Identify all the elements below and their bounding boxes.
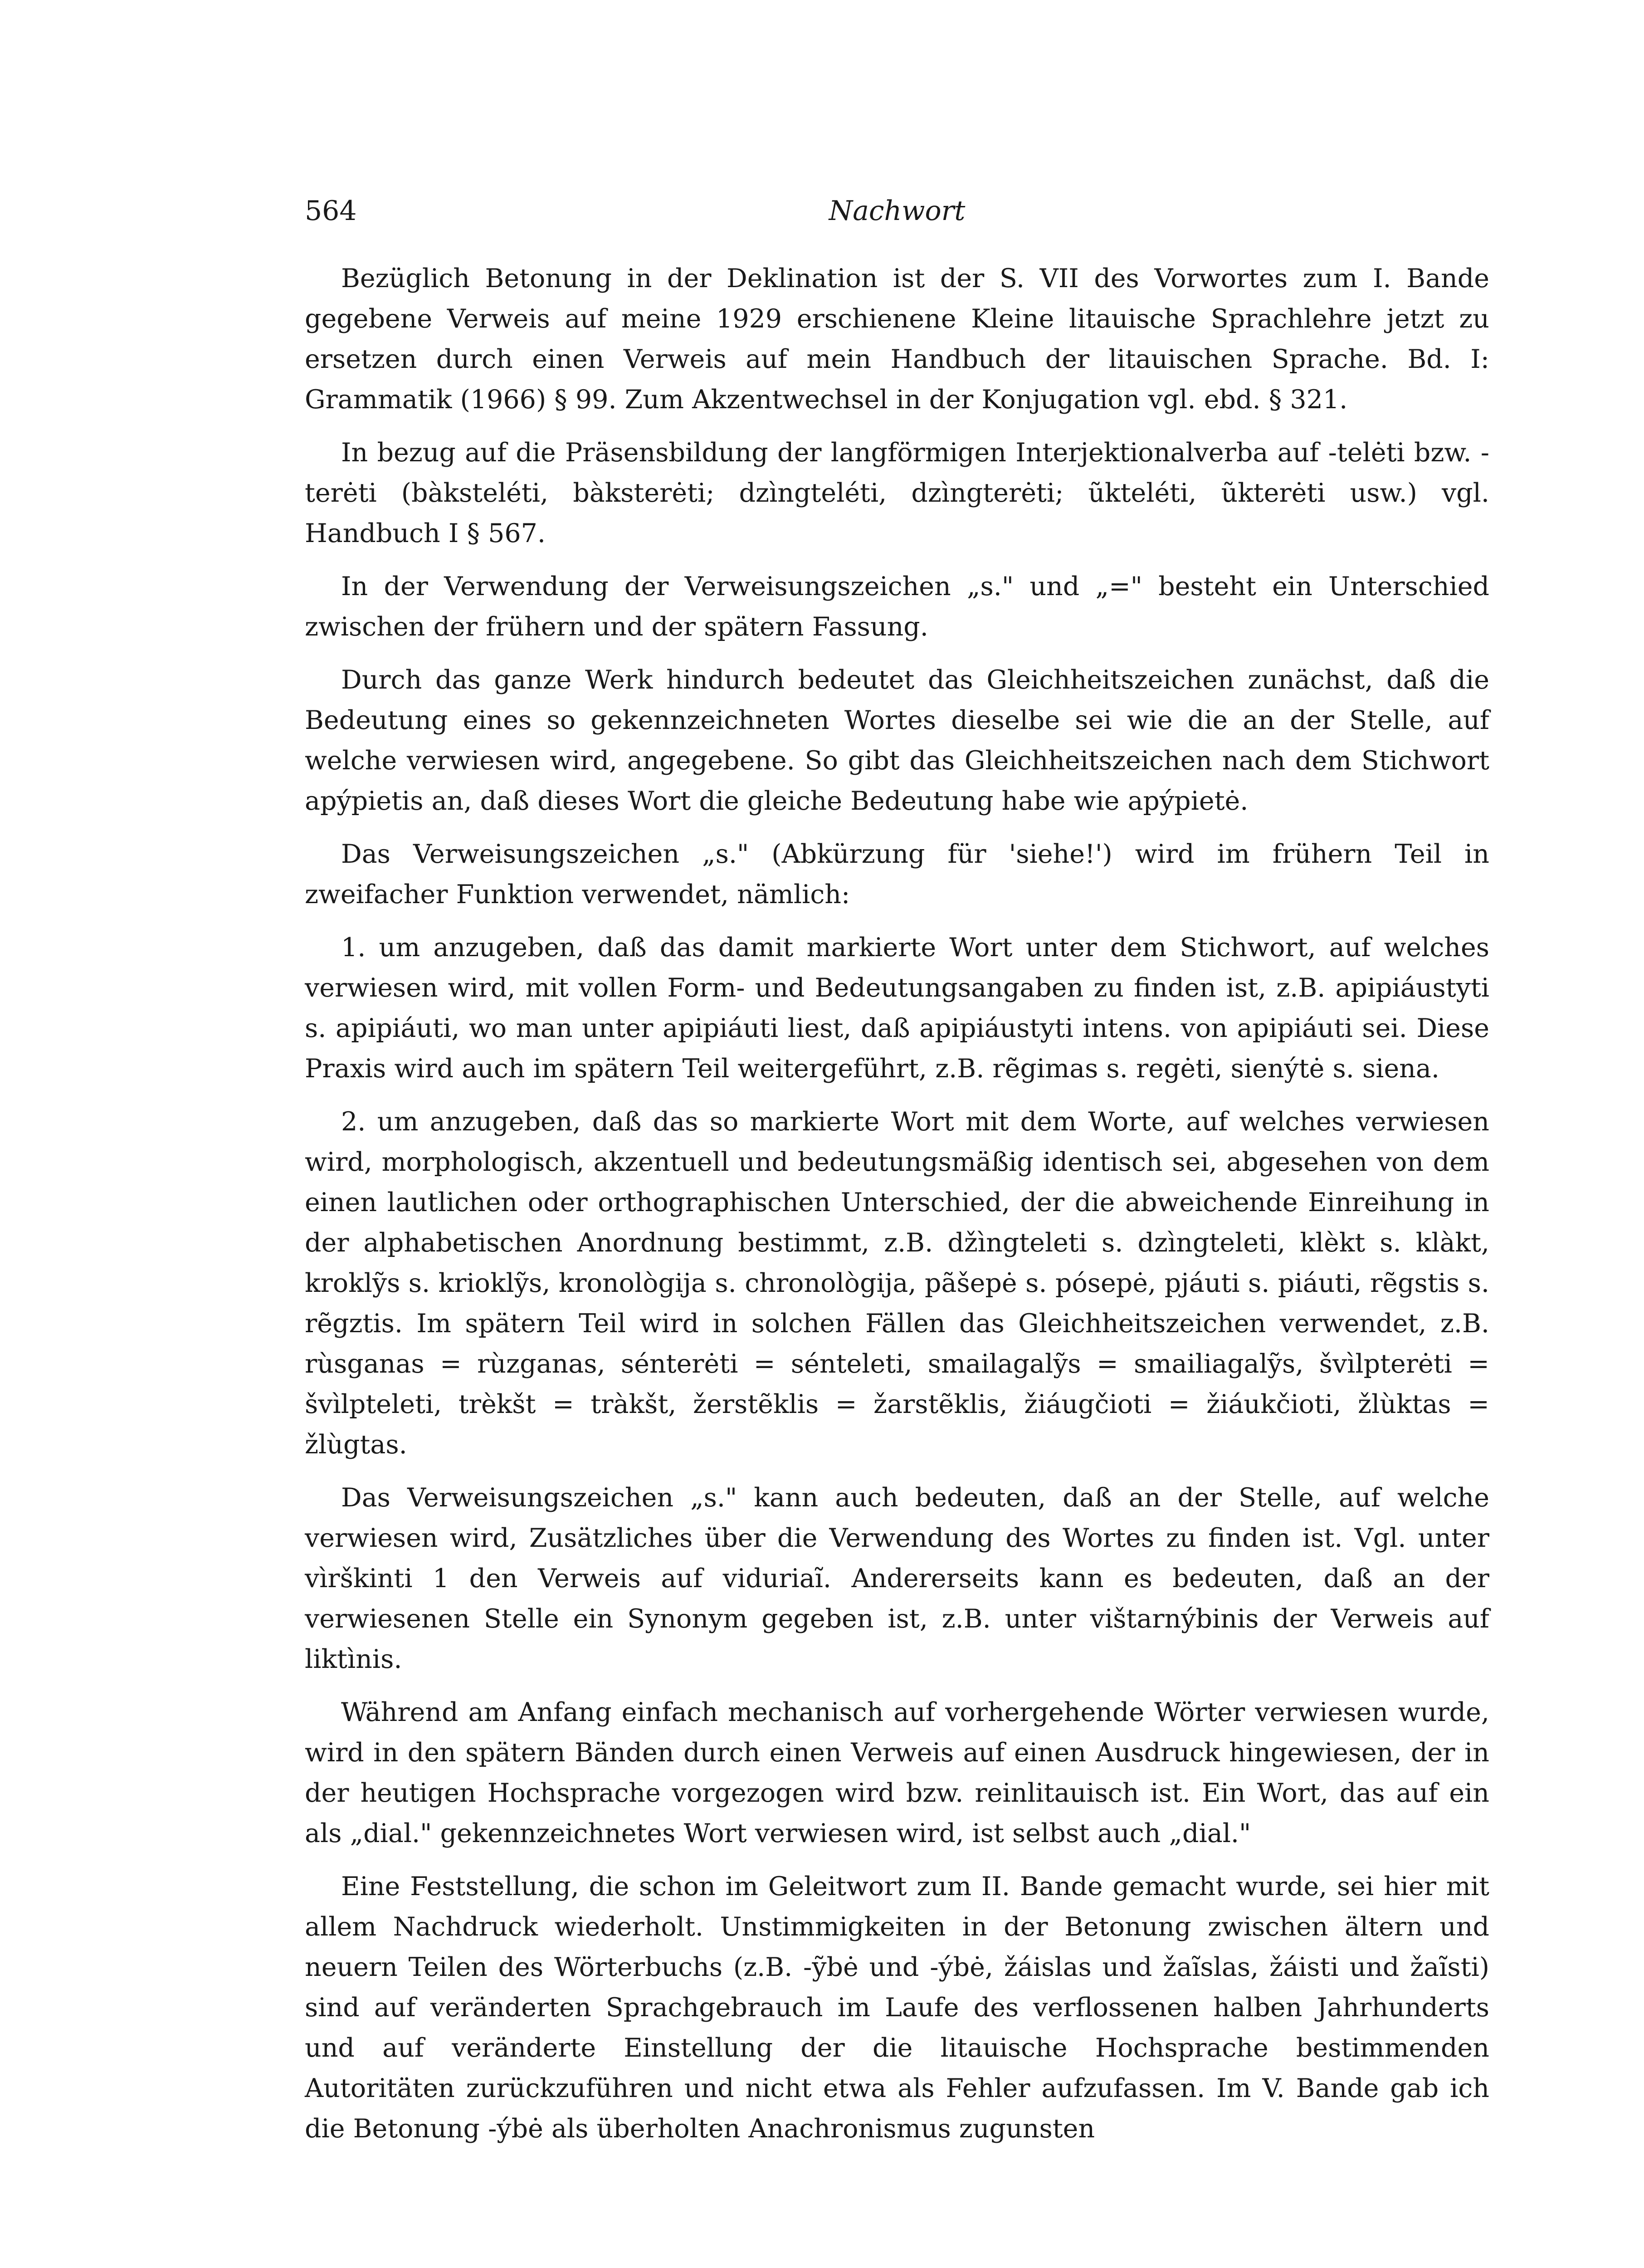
- list-item-1: 1. um anzugeben, daß das damit markierte Wort unter dem Stichwort, auf welches verwiesen wird, mit vollen Form- und Bedeutungsangaben zu finden ist, z.B. apipiáustyti s. apipiáuti, wo man unter apipiáuti liest, daß apipiáustyti intens. von apipiáuti sei. Diese Praxis wird auch im spätern Teil weitergeführt, z.B. rẽgimas s. regėti, sienýtė s. siena.: [305, 933, 1489, 1084]
- paragraph-zusaetzliches: Das Verweisungszeichen „s." kann auch bedeuten, daß an der Stelle, auf welche verwiesen wird, Zusätzliches über die Verwendung des Wortes zu finden ist. Vgl. unter vìrškinti 1 den Verweis auf viduriaĩ. Andererseits kann es bedeuten, daß an der verwiesenen Stelle ein Synonym gegeben ist, z.B. unter vištarnýbinis der Verweis auf liktìnis.: [305, 1483, 1489, 1674]
- paragraph-gleichheitszeichen: Durch das ganze Werk hindurch bedeutet das Gleichheitszeichen zunächst, daß die Bedeutung eines so gekennzeichneten Wortes dieselbe sei wie die an der Stelle, auf welche verwiesen wird, angegebene. So gibt das Gleichheitszeichen nach dem Stichwort apýpietis an, daß dieses Wort die gleiche Bedeutung habe wie apýpietė.: [305, 665, 1489, 816]
- page-header: [305, 186, 1489, 236]
- list-item-2: 2. um anzugeben, daß das so markierte Wort mit dem Worte, auf welches verwiesen wird, morphologisch, akzentuell und bedeutungsmäßig identisch sei, abgesehen von dem einen lautlichen oder orthographischen Unterschied, der die abweichende Einreihung in der alphabetischen Anordnung bestimmt, z.B. džìngteleti s. dzìngteleti, klèkt s. klàkt, kroklỹs s. krioklỹs, kronològija s. chronològija, pãšepė s. pósepė, pjáuti s. piáuti, rẽgstis s. rẽgztis. Im spätern Teil wird in solchen Fällen das Gleichheitszeichen verwendet, z.B. rùsganas = rùzganas, sénterėti = sénteleti, smailagalỹs = smailiagalỹs, švìlpterėti = švìlpteleti, trèkšt = tràkšt, žerstẽklis = žarstẽklis, žiáugčioti = žiáukčioti, žlùktas = žlùgtas.: [305, 1107, 1489, 1460]
- running-title: Nachwort: [829, 195, 966, 227]
- paragraph-feststellung: Eine Feststellung, die schon im Geleitwort zum II. Bande gemacht wurde, sei hier mit allem Nachdruck wiederholt. Unstimmigkeiten in der Betonung zwischen ältern und neuern Teilen des Wörterbuchs (z.B. -ỹbė und -ýbė, žáislas und žaĩslas, žáisti und žaĩsti) sind auf veränderten Sprachgebrauch im Laufe des verflossenen halben Jahrhunderts und auf veränderte Einstellung der die litauische Hochsprache bestimmenden Autoritäten zurückzuführen und nicht etwa als Fehler aufzufassen. Im V. Bande gab ich die Betonung -ýbė als überholten Anachronismus zugunsten: [305, 1872, 1489, 2144]
- paragraph-betonung: Bezüglich Betonung in der Deklination ist der S. VII des Vorwortes zum I. Bande gegebene Verweis auf meine 1929 erschienene Kleine litauische Sprachlehre jetzt zu ersetzen durch einen Verweis auf mein Handbuch der litauischen Sprache. Bd. I: Grammatik (1966) § 99. Zum Akzentwechsel in der Konjugation vgl. ebd. § 321.: [305, 264, 1489, 415]
- body-text: [305, 259, 1489, 2162]
- paragraph-praesensbildung: In bezug auf die Präsensbildung der langförmigen Interjektionalverba auf -telėti bzw. -terėti (bàksteléti, bàksterėti; dzìngteléti, dzìngterėti; ũkteléti, ũkterėti usw.) vgl. Handbuch I § 567.: [305, 438, 1489, 548]
- paragraph-verweisungszeichen: In der Verwendung der Verweisungszeichen „s." und „=" besteht ein Unterschied zwischen der frühern und der spätern Fassung.: [305, 572, 1489, 642]
- page-number: 564: [305, 195, 357, 227]
- paragraph-siehe: Das Verweisungszeichen „s." (Abkürzung für 'siehe!') wird im frühern Teil in zweifacher Funktion verwendet, nämlich:: [305, 839, 1489, 909]
- paragraph-anfang: Während am Anfang einfach mechanisch auf vorhergehende Wörter verwiesen wurde, wird in den spätern Bänden durch einen Verweis auf einen Ausdruck hingewiesen, der in der heutigen Hochsprache vorgezogen wird bzw. reinlitauisch ist. Ein Wort, das auf ein als „dial." gekennzeichnetes Wort verwiesen wird, ist selbst auch „dial.": [305, 1697, 1489, 1848]
